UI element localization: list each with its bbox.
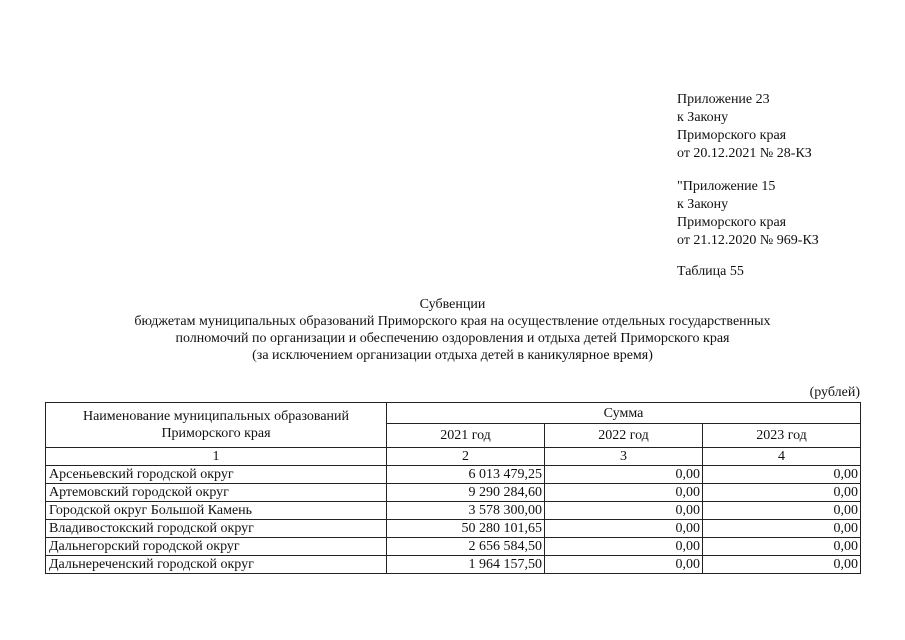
- column-number: 2: [387, 448, 545, 466]
- title-line: Субвенции: [419, 297, 486, 312]
- column-number-row: [46, 448, 861, 466]
- appendix-reference-current: [677, 91, 812, 163]
- amount-2022: 0,00: [545, 466, 703, 484]
- amount-2023: 0,00: [703, 466, 861, 484]
- appendix-line: от 21.12.2020 № 969-КЗ: [677, 233, 819, 248]
- amount-2023: 0,00: [703, 484, 861, 502]
- amount-2023: 0,00: [703, 520, 861, 538]
- appendix-line: Приморского края: [677, 128, 787, 143]
- appendix-line: "Приложение 15: [677, 179, 776, 194]
- appendix-line: к Закону: [677, 197, 729, 212]
- municipality-name: Артемовский городской округ: [46, 484, 387, 502]
- appendix-line: Приложение 23: [677, 92, 770, 107]
- column-number: 4: [703, 448, 861, 466]
- header-year-2021: 2021 год: [387, 424, 545, 448]
- amount-2022: 0,00: [545, 520, 703, 538]
- amount-2023: 0,00: [703, 538, 861, 556]
- title-line: полномочий по организации и обеспечению оздоровления и отдыха детей Приморского края: [175, 331, 730, 346]
- appendix-line: Приморского края: [677, 215, 787, 230]
- amount-2022: 0,00: [545, 484, 703, 502]
- municipality-name: Владивостокский городской округ: [46, 520, 387, 538]
- header-year-2022: 2022 год: [545, 424, 703, 448]
- amount-2022: 0,00: [545, 556, 703, 574]
- table-row: [46, 556, 861, 574]
- column-number: 1: [46, 448, 387, 466]
- document-title: [0, 296, 905, 364]
- title-line: (за исключением организации отдыха детей в каникулярное время): [252, 348, 653, 363]
- appendix-line: к Закону: [677, 110, 729, 125]
- table-row: [46, 484, 861, 502]
- amount-2021: 6 013 479,25: [387, 466, 545, 484]
- table-row: [46, 538, 861, 556]
- amount-2021: 2 656 584,50: [387, 538, 545, 556]
- appendix-reference-original: [677, 178, 819, 250]
- table-row: [46, 520, 861, 538]
- amount-2022: 0,00: [545, 502, 703, 520]
- header-municipality-text: Наименование муниципальных образований Приморского края: [82, 409, 350, 441]
- municipality-name: Городской округ Большой Камень: [46, 502, 387, 520]
- amount-2021: 9 290 284,60: [387, 484, 545, 502]
- header-year-2023: 2023 год: [703, 424, 861, 448]
- table-row: [46, 466, 861, 484]
- column-number: 3: [545, 448, 703, 466]
- amount-2021: 1 964 157,50: [387, 556, 545, 574]
- title-line: бюджетам муниципальных образований Приморского края на осуществление отдельных государственных: [134, 314, 771, 329]
- amount-2023: 0,00: [703, 502, 861, 520]
- amount-2022: 0,00: [545, 538, 703, 556]
- municipality-name: Дальнегорский городской округ: [46, 538, 387, 556]
- appendix-line: от 20.12.2021 № 28-КЗ: [677, 146, 812, 161]
- table-number: Таблица 55: [677, 264, 744, 279]
- municipality-name: Дальнереченский городской округ: [46, 556, 387, 574]
- municipality-name: Арсеньевский городской округ: [46, 466, 387, 484]
- header-sum: Сумма: [387, 403, 861, 424]
- subventions-table: [45, 402, 861, 574]
- header-municipality: [46, 403, 387, 448]
- amount-2021: 3 578 300,00: [387, 502, 545, 520]
- amount-2021: 50 280 101,65: [387, 520, 545, 538]
- table-row: [46, 502, 861, 520]
- amount-2023: 0,00: [703, 556, 861, 574]
- units-label: (рублей): [809, 385, 860, 400]
